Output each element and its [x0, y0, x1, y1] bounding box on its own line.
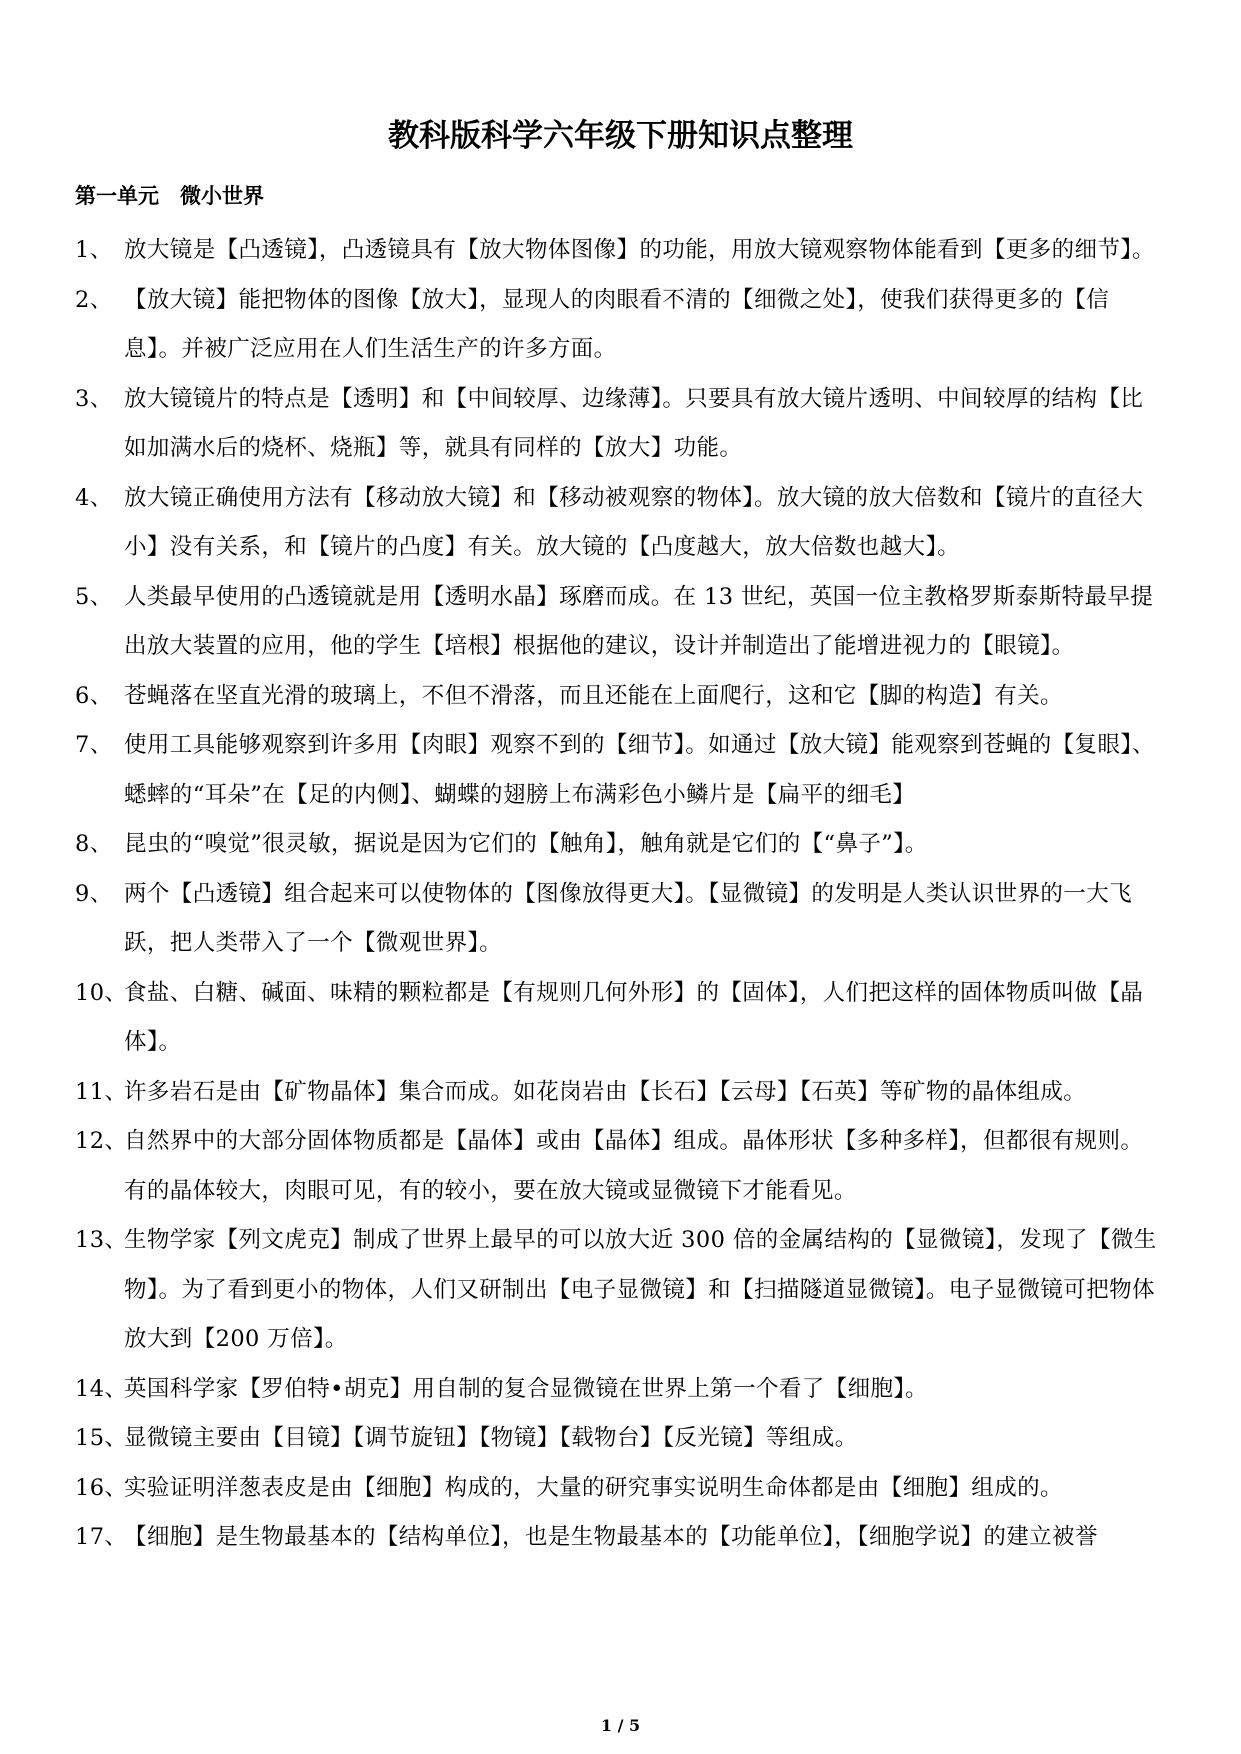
- list-item: [0, 573, 1241, 672]
- list-item: [0, 226, 1241, 276]
- list-item-text: 食盐、白糖、碱面、味精的颗粒都是【有规则几何外形】的【固体】，人们把这样的固体物质叫做【晶体】。: [124, 979, 1144, 1055]
- unit-heading: 第一单元 微小世界: [75, 184, 264, 208]
- list-item: [0, 1068, 1241, 1118]
- list-item-number: 17、: [75, 1524, 128, 1550]
- list-item-number: 14、: [75, 1375, 128, 1402]
- list-item-text: 英国科学家【罗伯特•胡克】用自制的复合显微镜在世界上第一个看了【细胞】。: [124, 1375, 928, 1402]
- page-number: 1 / 5: [600, 1716, 641, 1735]
- list-item-number: 1、: [75, 237, 113, 263]
- list-item-text: 【放大镜】能把物体的图像【放大】，显现人的肉眼看不清的【细微之处】，使我们获得更多的【信息】。并被广泛应用在人们生活生产的许多方面。: [124, 286, 1110, 362]
- document-title: 教科版科学六年级下册知识点整理: [388, 118, 853, 154]
- list-item-number: 8、: [75, 831, 113, 857]
- list-item-text: 【细胞】是生物最基本的【结构单位】，也是生物最基本的【功能单位】，【细胞学说】的建立被誉: [124, 1524, 1098, 1550]
- list-item-number: 13、: [75, 1227, 128, 1253]
- list-item-number: 7、: [75, 732, 113, 758]
- list-item-text: 昆虫的“嗅觉”很灵敏，据说是因为它们的【触角】，触角就是它们的【“鼻子”】。: [124, 831, 928, 857]
- list-item-text: 放大镜正确使用方法有【移动放大镜】和【移动被观察的物体】。放大镜的放大倍数和【镜片的直径大小】没有关系，和【镜片的凸度】有关。放大镜的【凸度越大，放大倍数也越大】。: [124, 484, 1144, 560]
- list-item: [0, 1216, 1241, 1365]
- list-item-number: 9、: [75, 880, 113, 907]
- list-item-text: 许多岩石是由【矿物晶体】集合而成。如花岗岩由【长石】【云母】【石英】等矿物的晶体组成。: [124, 1078, 1087, 1105]
- list-item: [0, 276, 1241, 375]
- list-item: [0, 870, 1241, 969]
- list-item-number: 12、: [75, 1128, 128, 1154]
- list-item: [0, 474, 1241, 573]
- list-item-number: 5、: [75, 583, 113, 610]
- list-item-number: 2、: [75, 286, 113, 313]
- list-item: [0, 820, 1241, 870]
- list-item-text: 自然界中的大部分固体物质都是【晶体】或由【晶体】组成。晶体形状【多种多样】，但都很有规则。有的晶体较大，肉眼可见，有的较小，要在放大镜或显微镜下才能看见。: [124, 1128, 1144, 1204]
- list-item: [0, 1365, 1241, 1415]
- list-item-number: 15、: [75, 1425, 128, 1451]
- list-item: [0, 1513, 1241, 1563]
- list-item-number: 16、: [75, 1474, 128, 1501]
- knowledge-point-list: [0, 226, 1241, 1563]
- list-item: [0, 1414, 1241, 1464]
- list-item: [0, 1464, 1241, 1514]
- list-item: [0, 969, 1241, 1068]
- list-item-number: 3、: [75, 385, 113, 412]
- list-item-text: 人类最早使用的凸透镜就是用【透明水晶】琢磨而成。在 13 世纪，英国一位主教格罗斯泰斯特最早提出放大装置的应用，他的学生【培根】根据他的建议，设计并制造出了能增进视力的【眼镜】。: [124, 583, 1154, 659]
- list-item: [0, 375, 1241, 474]
- list-item-text: 两个【凸透镜】组合起来可以使物体的【图像放得更大】。【显微镜】的发明是人类认识世界的一大飞跃，把人类带入了一个【微观世界】。: [124, 880, 1133, 956]
- list-item-text: 生物学家【列文虎克】制成了世界上最早的可以放大近 300 倍的金属结构的【显微镜】，发现了【微生物】。为了看到更小的物体，人们又研制出【电子显微镜】和【扫描隧道显微镜】。电子显微镜可把物体放大到【200 万倍】。: [124, 1227, 1157, 1352]
- list-item-number: 11、: [75, 1078, 128, 1105]
- list-item: [0, 721, 1241, 820]
- list-item: [0, 672, 1241, 722]
- list-item-number: 6、: [75, 682, 113, 709]
- list-item-number: 4、: [75, 484, 113, 511]
- list-item-text: 放大镜镜片的特点是【透明】和【中间较厚、边缘薄】。只要具有放大镜片透明、中间较厚的结构【比如加满水后的烧杯、烧瓶】等，就具有同样的【放大】功能。: [124, 385, 1144, 461]
- list-item-text: 苍蝇落在坚直光滑的玻璃上，不但不滑落，而且还能在上面爬行，这和它【脚的构造】有关。: [124, 682, 1063, 709]
- list-item-text: 使用工具能够观察到许多用【肉眼】观察不到的【细节】。如通过【放大镜】能观察到苍蝇的【复眼】、蟋蟀的“耳朵”在【足的内侧】、蝴蝶的翅膀上布满彩色小鳞片是【扁平的细毛】: [124, 732, 1155, 808]
- list-item: [0, 1117, 1241, 1216]
- list-item-number: 10、: [75, 979, 128, 1006]
- list-item-text: 放大镜是【凸透镜】，凸透镜具有【放大物体图像】的功能，用放大镜观察物体能看到【更多的细节】。: [124, 237, 1155, 263]
- list-item-text: 显微镜主要由【目镜】【调节旋钮】【物镜】【载物台】【反光镜】等组成。: [124, 1425, 858, 1451]
- list-item-text: 实验证明洋葱表皮是由【细胞】构成的，大量的研究事实说明生命体都是由【细胞】组成的。: [124, 1474, 1063, 1501]
